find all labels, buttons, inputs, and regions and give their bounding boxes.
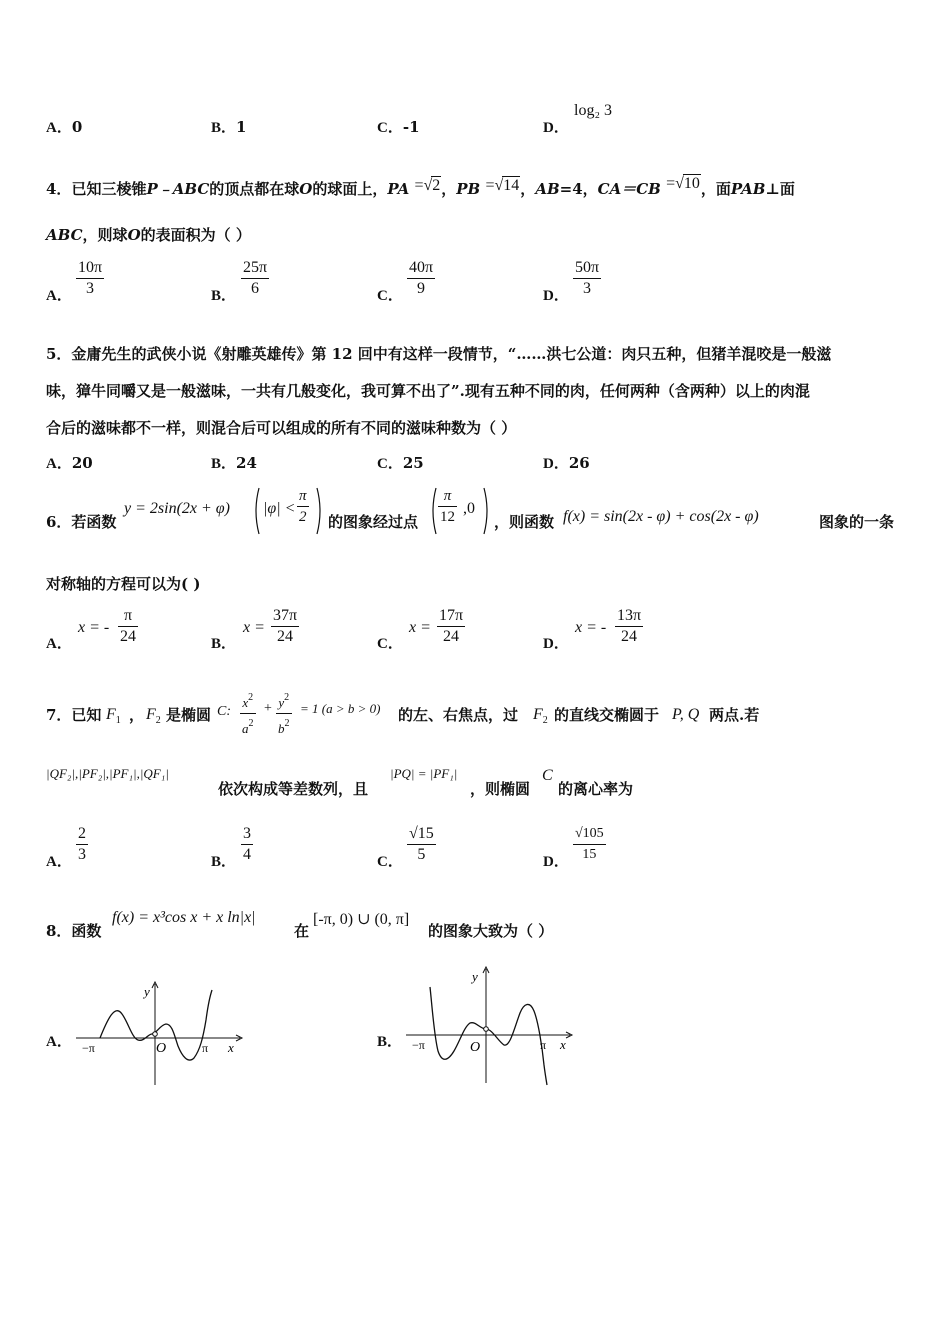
option-fraction xyxy=(241,824,253,865)
numerator: 2 xyxy=(76,824,88,845)
option-fraction xyxy=(407,824,436,865)
q6-stem-line2: 对称轴的方程可以为( ) xyxy=(46,575,201,593)
f2-symbol: F xyxy=(533,706,543,723)
stem-text: ，面 xyxy=(700,180,731,198)
plus-sign: + xyxy=(264,701,272,716)
option-label: B． xyxy=(211,120,237,136)
q3-option-d[interactable] xyxy=(543,116,569,137)
ca-radicand: 10 xyxy=(683,175,700,192)
numerator: 25π xyxy=(241,258,269,279)
q7-ellipse-c2: C xyxy=(542,767,553,784)
q7-comma: ， xyxy=(129,706,145,724)
pb-radicand: 14 xyxy=(503,177,520,194)
edge-ca-cb: CA＝CB xyxy=(597,180,661,198)
option-label: B． xyxy=(211,636,237,652)
q7-stem-text2: 的左、右焦点，过 xyxy=(398,706,519,724)
curve-b xyxy=(430,987,547,1085)
f1-symbol: F xyxy=(106,706,116,723)
q7-stem-text1: 是椭圆 xyxy=(166,706,212,724)
q6-stem-text1: 的图象经过点 xyxy=(328,513,419,531)
option-label: D． xyxy=(543,120,569,136)
x-label: x xyxy=(228,1040,234,1055)
option-value: 20 xyxy=(71,454,93,472)
option-label: C． xyxy=(377,288,403,304)
sphere-name: O xyxy=(299,180,313,198)
numerator: 10π xyxy=(76,258,104,279)
q7-number: 7．已知 xyxy=(46,706,102,724)
option-label: C． xyxy=(377,854,403,870)
q7-stem-text5: 依次构成等差数列，且 xyxy=(218,780,369,798)
denominator: 2 xyxy=(299,509,307,525)
q6-f-function: f(x) = sin(2x - φ) + cos(2x - φ) xyxy=(563,508,759,525)
x-label: x xyxy=(560,1037,566,1052)
q3-option-c[interactable] xyxy=(377,116,420,137)
hole-marker xyxy=(484,1027,489,1032)
q7-condition: |PQ| = |PF₁| xyxy=(390,766,458,781)
q6-point xyxy=(430,486,490,536)
edge-pb: PB xyxy=(456,180,481,198)
option-value: 24 xyxy=(236,454,257,472)
option-fraction xyxy=(615,606,643,647)
option-prefix: x = - xyxy=(575,619,607,636)
q5-option-d[interactable] xyxy=(543,452,590,473)
stem-text: 的球面上， xyxy=(312,180,388,198)
option-fraction xyxy=(241,258,269,299)
numerator: π xyxy=(297,486,309,507)
option-label: A． xyxy=(46,1034,72,1050)
option-fraction xyxy=(437,606,465,647)
option-prefix: x = - xyxy=(78,619,110,636)
option-value: 26 xyxy=(568,454,590,472)
option-label: D． xyxy=(543,456,569,472)
q6-stem-text3: 图象的一条 xyxy=(819,513,895,531)
option-label: A． xyxy=(46,120,72,136)
q7-stem-text3: 的直线交椭圆于 xyxy=(554,706,660,724)
option-value: 0 xyxy=(71,118,83,136)
option-fraction xyxy=(573,824,606,865)
q5-option-b[interactable] xyxy=(211,452,257,473)
stem-text: ，则球 xyxy=(82,226,128,244)
q5-stem-line3: 合后的滋味都不一样，则混合后可以组成的所有不同的滋味种数为（ ） xyxy=(46,419,517,437)
q6-number: 6．若函数 xyxy=(46,513,117,531)
numerator: 50π xyxy=(573,258,601,279)
neg-pi-label: −π xyxy=(82,1041,95,1055)
pi-label: π xyxy=(540,1038,547,1052)
y-term: $\frac{y^2}{b^2}$ xyxy=(276,688,292,739)
q3-option-a[interactable] xyxy=(46,116,82,137)
condition-text: |φ| < xyxy=(263,500,296,517)
q7-stem-text7: 的离心率为 xyxy=(558,780,634,798)
pa-value: =√2 xyxy=(414,177,441,194)
denominator: 24 xyxy=(277,628,294,645)
stem-text: 已知三棱锥 xyxy=(71,180,147,198)
origin-label: O xyxy=(156,1041,167,1056)
option-value: -1 xyxy=(402,118,420,136)
face-abc: ABC xyxy=(46,226,83,244)
option-label: A． xyxy=(46,636,72,652)
q7-sequence: |QF₂|,|PF₂|,|PF₁|,|QF₁| xyxy=(46,766,169,781)
denominator: 24 xyxy=(443,628,460,645)
q8-option-a[interactable] xyxy=(46,1030,72,1051)
q7-f1: $F_1$ xyxy=(106,706,121,726)
denominator: 12 xyxy=(440,509,455,525)
q4-stem-line2 xyxy=(46,224,251,245)
q5-option-c[interactable] xyxy=(377,452,424,473)
q6-function: y = 2sin(2x + φ) xyxy=(124,500,230,517)
stem-text: 的顶点都在球 xyxy=(209,180,300,198)
hole-marker xyxy=(153,1032,158,1037)
denominator: 24 xyxy=(120,628,136,645)
option-label: C． xyxy=(377,120,403,136)
denominator: 15 xyxy=(582,847,597,862)
q7-f2-second: $F_2$ xyxy=(533,706,548,726)
equation-tail: = 1 (a > b > 0) xyxy=(300,701,381,716)
y-label: y xyxy=(472,969,478,984)
option-prefix: x = xyxy=(243,619,265,636)
condition-fraction xyxy=(297,486,309,527)
q7-ellipse-c: C: xyxy=(217,704,231,719)
denominator: 5 xyxy=(417,846,426,863)
option-value: 1 xyxy=(236,118,247,136)
option-label: D． xyxy=(543,636,569,652)
q3-option-d-value: log₂ 3 xyxy=(574,102,613,119)
option-label: C． xyxy=(377,636,403,652)
f2-symbol: F xyxy=(146,706,156,723)
numerator: 40π xyxy=(407,258,435,279)
q6-stem-text2: ，则函数 xyxy=(494,513,555,531)
edge-ab: AB xyxy=(535,180,560,198)
option-fraction xyxy=(271,606,299,647)
q5-stem-line1: 5．金庸先生的武侠小说《射雕英雄传》第 12 回中有这样一段情节，“……洪七公道：肉只五种，但猪羊混咬是一般滋 xyxy=(46,345,832,363)
q7-stem-text6: ，则椭圆 xyxy=(470,780,531,798)
q8-stem-text2: 的图象大致为（ ） xyxy=(428,922,554,940)
q8-number: 8．函数 xyxy=(46,922,102,940)
option-label: B． xyxy=(211,456,237,472)
option-fraction xyxy=(118,606,138,647)
ca-value: =√10 xyxy=(666,175,700,192)
option-fraction xyxy=(407,258,435,299)
option-fraction xyxy=(76,824,88,865)
option-label: A． xyxy=(46,854,72,870)
option-value: 25 xyxy=(402,454,424,472)
option-label: D． xyxy=(543,854,569,870)
graph-a[interactable] xyxy=(70,980,250,1090)
denominator: 9 xyxy=(417,280,426,297)
numerator: π xyxy=(118,606,138,627)
q4-stem-line1: 4．已知三棱锥P﹣ABC的顶点都在球O的球面上，PA =√2，PB =√14，AB=4，CA＝CB =√10，面PAB⊥面 xyxy=(46,175,795,198)
denominator: 6 xyxy=(251,280,260,297)
origin-label: O xyxy=(470,1040,481,1055)
q8-function: f(x) = x³cos x + x ln|x| xyxy=(112,909,256,926)
numerator: 13π xyxy=(615,606,643,627)
numerator: π xyxy=(438,486,457,507)
numerator: √15 xyxy=(407,824,436,845)
numerator: 17π xyxy=(437,606,465,627)
ab-value: =4， xyxy=(559,180,598,198)
pi-label: π xyxy=(202,1041,209,1055)
q5-option-a[interactable] xyxy=(46,452,93,473)
option-label: A． xyxy=(46,456,72,472)
q8-interval: [-π, 0) ∪ (0, π] xyxy=(313,911,410,928)
option-label: D． xyxy=(543,288,569,304)
q5-stem-line2: 味，獐牛同嚼又是一般滋味，一共有几般变化，我可算不出了”.现有五种不同的肉，任何两种（含两种）以上的肉混 xyxy=(46,382,810,400)
option-fraction xyxy=(573,258,601,299)
y-label: y xyxy=(144,984,150,999)
option-label: C． xyxy=(377,456,403,472)
q7-ellipse-equation xyxy=(240,688,400,736)
stem-text: 的表面积为（ ） xyxy=(140,226,251,244)
q6-condition xyxy=(252,486,324,536)
point-fraction xyxy=(438,486,457,527)
stem-text: ⊥面 xyxy=(765,180,795,198)
numerator: 3 xyxy=(241,824,253,845)
sphere-name: O xyxy=(127,226,141,244)
q8-stem-text1: 在 xyxy=(294,922,310,940)
question-number: 4． xyxy=(46,180,72,198)
pa-radicand: 2 xyxy=(432,177,441,194)
option-fraction xyxy=(76,258,104,299)
denominator: 3 xyxy=(86,280,95,297)
q8-option-b[interactable] xyxy=(377,1030,402,1051)
denominator: 4 xyxy=(243,846,251,863)
option-label: B． xyxy=(211,854,237,870)
q3-option-b[interactable] xyxy=(211,116,246,137)
pb-value: =√14 xyxy=(485,177,520,194)
option-label: A． xyxy=(46,288,72,304)
graph-b[interactable] xyxy=(400,965,580,1090)
denominator: 3 xyxy=(583,280,592,297)
x-term: $\frac{x^2}{a^2}$ xyxy=(240,688,256,739)
face-pab: PAB xyxy=(730,180,766,198)
point-tail: ,0 xyxy=(463,500,475,517)
tetrahedron-name: P﹣ABC xyxy=(146,180,210,198)
option-label: B． xyxy=(377,1034,403,1050)
q7-stem-text4: 两点.若 xyxy=(709,706,760,724)
option-label: B． xyxy=(211,288,237,304)
q7-pq: P, Q xyxy=(672,706,700,723)
option-prefix: x = xyxy=(409,619,431,636)
q7-f2: $F_2$ xyxy=(146,706,161,726)
neg-pi-label: −π xyxy=(412,1038,425,1052)
edge-pa: PA xyxy=(387,180,410,198)
denominator: 3 xyxy=(78,846,86,863)
numerator: √105 xyxy=(573,824,606,845)
denominator: 24 xyxy=(621,628,638,645)
numerator: 37π xyxy=(271,606,299,627)
